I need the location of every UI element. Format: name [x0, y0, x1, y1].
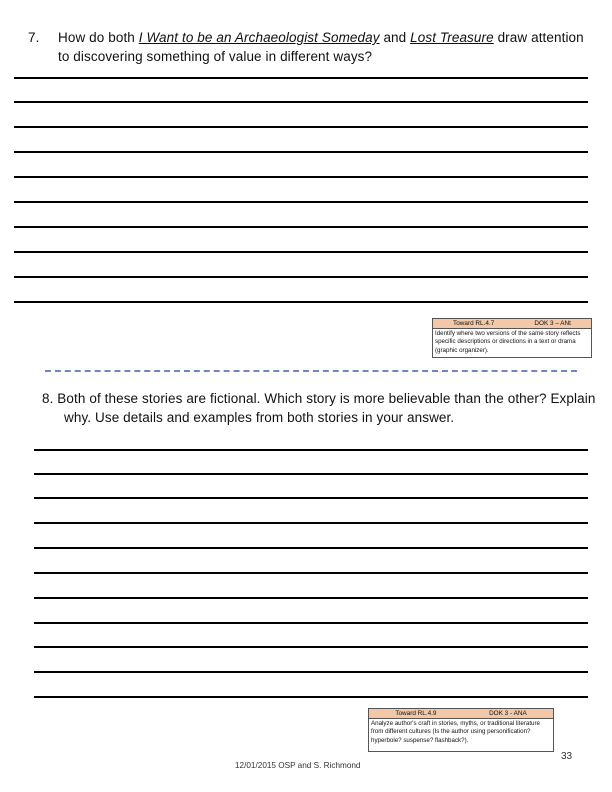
question-7-title-1: I Want to be an Archaeologist Someday	[138, 30, 380, 45]
answer-line[interactable]	[14, 226, 588, 228]
standard-box-header	[433, 319, 591, 329]
page-number: 33	[561, 751, 573, 762]
answer-line[interactable]	[34, 449, 588, 451]
question-7-text-mid: and	[379, 30, 411, 45]
answer-line[interactable]	[34, 671, 588, 673]
question-7-title-2: Lost Treasure	[410, 30, 494, 45]
question-7-number: 7.	[28, 30, 40, 45]
answer-line[interactable]	[14, 176, 588, 178]
question-8-prompt: 8. Both of these stories are fictional. Which story is more believable than the other? Explain why. Use details and examples from both stories in your answer.	[42, 391, 596, 425]
standard-toward: Toward RL.4.7	[453, 320, 495, 327]
answer-line[interactable]	[34, 572, 588, 574]
answer-line[interactable]	[14, 126, 588, 128]
footer-credit: 12/01/2015 OSP and S. Richmond	[235, 761, 361, 770]
answer-line[interactable]	[34, 646, 588, 648]
standard-dok: DOK 3 - ANA	[489, 710, 527, 717]
standard-box-rl49	[368, 708, 554, 752]
answer-line[interactable]	[14, 276, 588, 278]
answer-line[interactable]	[34, 473, 588, 475]
question-7-text-before: How do both	[58, 30, 139, 45]
answer-line[interactable]	[14, 251, 588, 253]
answer-line[interactable]	[14, 301, 588, 303]
answer-line[interactable]	[34, 597, 588, 599]
answer-line[interactable]	[34, 547, 588, 549]
question-7-text-after: draw attention to discovering something of value in different ways?	[58, 30, 584, 64]
answer-line[interactable]	[14, 151, 588, 153]
standard-description: Identify where two versions of the same story reflects specific descriptions or directions in a text or drama (graphic organizer).	[435, 330, 581, 354]
standard-dok: DOK 3 – ANt	[534, 320, 571, 327]
standard-description: Analyze author's craft in stories, myths, or traditional literature from different cultures (Is the author using personification? hyperbole? suspense? flashback?).	[371, 720, 541, 744]
answer-line[interactable]	[14, 201, 588, 203]
standard-box-rl47	[432, 318, 592, 358]
standard-box-header	[369, 709, 553, 719]
answer-line[interactable]	[34, 497, 588, 499]
answer-line[interactable]	[14, 101, 588, 103]
answer-line[interactable]	[14, 77, 588, 79]
answer-line[interactable]	[34, 622, 588, 624]
answer-line[interactable]	[34, 696, 588, 698]
section-divider	[45, 370, 577, 372]
question-7-prompt	[58, 28, 588, 66]
answer-line[interactable]	[34, 522, 588, 524]
standard-toward: Toward RL.4.9	[395, 710, 437, 717]
